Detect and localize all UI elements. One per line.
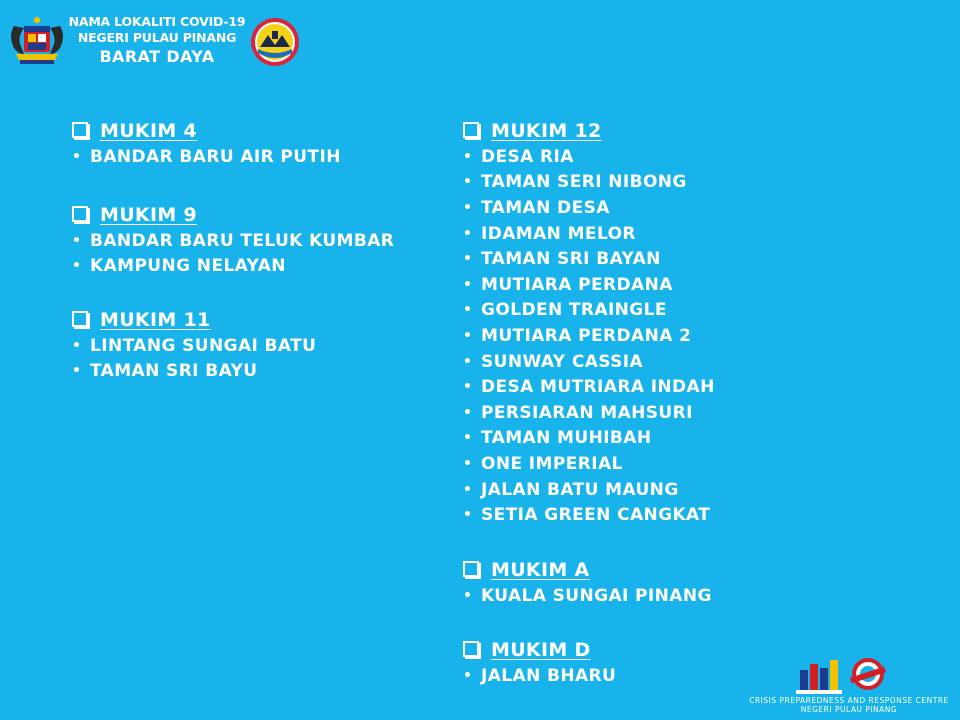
section-header: [72, 118, 341, 144]
footer-logos: [794, 656, 894, 696]
list-item: [463, 426, 715, 452]
list-item: [463, 663, 616, 689]
list-item-label: BANDAR BARU TELUK KUMBAR: [90, 230, 395, 251]
bullet-icon: •: [463, 430, 473, 447]
section-header: [72, 307, 316, 333]
bullet-icon: •: [463, 587, 473, 604]
section-header: [72, 202, 394, 228]
bullet-icon: •: [463, 199, 473, 216]
section-title: MUKIM 12: [491, 120, 602, 142]
bullet-icon: •: [72, 363, 82, 380]
section-header: [463, 637, 616, 663]
section-title: MUKIM 4: [100, 120, 197, 142]
bullet-icon: •: [463, 667, 473, 684]
bullet-icon: •: [463, 302, 473, 319]
list-item: [463, 374, 715, 400]
bullet-icon: •: [463, 327, 473, 344]
list-item: [463, 144, 715, 170]
section-mukim-4: [72, 118, 341, 170]
checkbox-icon: [463, 641, 479, 657]
penang-state-seal-icon: [250, 17, 300, 67]
list-item: [463, 400, 715, 426]
list-item-label: KUALA SUNGAI PINANG: [481, 585, 712, 606]
section-mukim-9: [72, 202, 394, 279]
list-item: [72, 254, 394, 280]
section-mukim-12: [463, 118, 715, 528]
list-item-label: JALAN BHARU: [481, 665, 617, 686]
list-item: [463, 246, 715, 272]
section-header: [463, 557, 712, 583]
campaign-badge-icon: [850, 658, 886, 690]
list-item-label: TAMAN SRI BAYAN: [481, 249, 661, 270]
list-item-label: TAMAN DESA: [481, 197, 610, 218]
header: [0, 0, 320, 80]
bullet-icon: •: [463, 148, 473, 165]
bullet-icon: •: [72, 337, 82, 354]
footer-line-2: NEGERI PULAU PINANG: [800, 705, 898, 714]
section-title: MUKIM D: [491, 639, 591, 661]
list-item: [463, 349, 715, 375]
bullet-icon: •: [463, 276, 473, 293]
section-mukim-d: [463, 637, 616, 689]
list-item: [463, 195, 715, 221]
list-item: [72, 333, 316, 359]
checkbox-icon: [463, 561, 479, 577]
section-title: MUKIM 11: [100, 309, 211, 331]
list-item: [463, 477, 715, 503]
list-item-label: MUTIARA PERDANA: [481, 274, 673, 295]
footer-line-1: CRISIS PREPAREDNESS AND RESPONSE CENTRE: [749, 696, 949, 705]
section-mukim-a: [463, 557, 712, 609]
title-line-2: NEGERI PULAU PINANG: [77, 30, 237, 45]
list-item: [463, 583, 712, 609]
cprc-logo-icon: [796, 660, 842, 694]
section-title: MUKIM A: [491, 559, 590, 581]
list-item: [463, 502, 715, 528]
list-item: [463, 451, 715, 477]
list-item: [72, 359, 316, 385]
bullet-icon: •: [463, 251, 473, 268]
bullet-icon: •: [463, 353, 473, 370]
list-item: [72, 228, 394, 254]
list-item-label: IDAMAN MELOR: [481, 223, 636, 244]
title-line-1: NAMA LOKALITI COVID-19: [68, 14, 246, 29]
section-title: MUKIM 9: [100, 204, 197, 226]
bullet-icon: •: [463, 174, 473, 191]
list-item-label: GOLDEN TRAINGLE: [481, 300, 667, 321]
list-item: [463, 170, 715, 196]
section-header: [463, 118, 715, 144]
list-item-label: DESA RIA: [481, 146, 574, 167]
checkbox-icon: [463, 122, 479, 138]
list-item-label: TAMAN MUHIBAH: [481, 428, 652, 449]
checkbox-icon: [72, 122, 88, 138]
district-title: BARAT DAYA: [99, 47, 215, 66]
list-item: [463, 298, 715, 324]
list-item-label: MUTIARA PERDANA 2: [481, 325, 692, 346]
bullet-icon: •: [463, 225, 473, 242]
section-mukim-11: [72, 307, 316, 384]
bullet-icon: •: [72, 232, 82, 249]
bullet-icon: •: [72, 148, 82, 165]
list-item-label: TAMAN SRI BAYU: [90, 361, 258, 382]
list-item: [463, 221, 715, 247]
bullet-icon: •: [463, 379, 473, 396]
list-item-label: SETIA GREEN CANGKAT: [481, 505, 711, 526]
list-item-label: ONE IMPERIAL: [481, 453, 623, 474]
bullet-icon: •: [463, 507, 473, 524]
list-item-label: BANDAR BARU AIR PUTIH: [90, 146, 341, 167]
list-item: [463, 272, 715, 298]
footer-text: [738, 696, 960, 714]
list-item-label: LINTANG SUNGAI BATU: [90, 335, 317, 356]
checkbox-icon: [72, 206, 88, 222]
malaysia-coat-of-arms-icon: [6, 12, 68, 68]
bullet-icon: •: [72, 258, 82, 275]
bullet-icon: •: [463, 455, 473, 472]
list-item-label: DESA MUTRIARA INDAH: [481, 377, 715, 398]
checkbox-icon: [72, 311, 88, 327]
list-item-label: PERSIARAN MAHSURI: [481, 402, 693, 423]
bullet-icon: •: [463, 481, 473, 498]
list-item-label: JALAN BATU MAUNG: [481, 479, 679, 500]
list-item-label: KAMPUNG NELAYAN: [90, 256, 286, 277]
title-block: [66, 14, 248, 65]
list-item-label: TAMAN SERI NIBONG: [481, 172, 687, 193]
list-item: [72, 144, 341, 170]
list-item: [463, 323, 715, 349]
bullet-icon: •: [463, 404, 473, 421]
list-item-label: SUNWAY CASSIA: [481, 351, 644, 372]
